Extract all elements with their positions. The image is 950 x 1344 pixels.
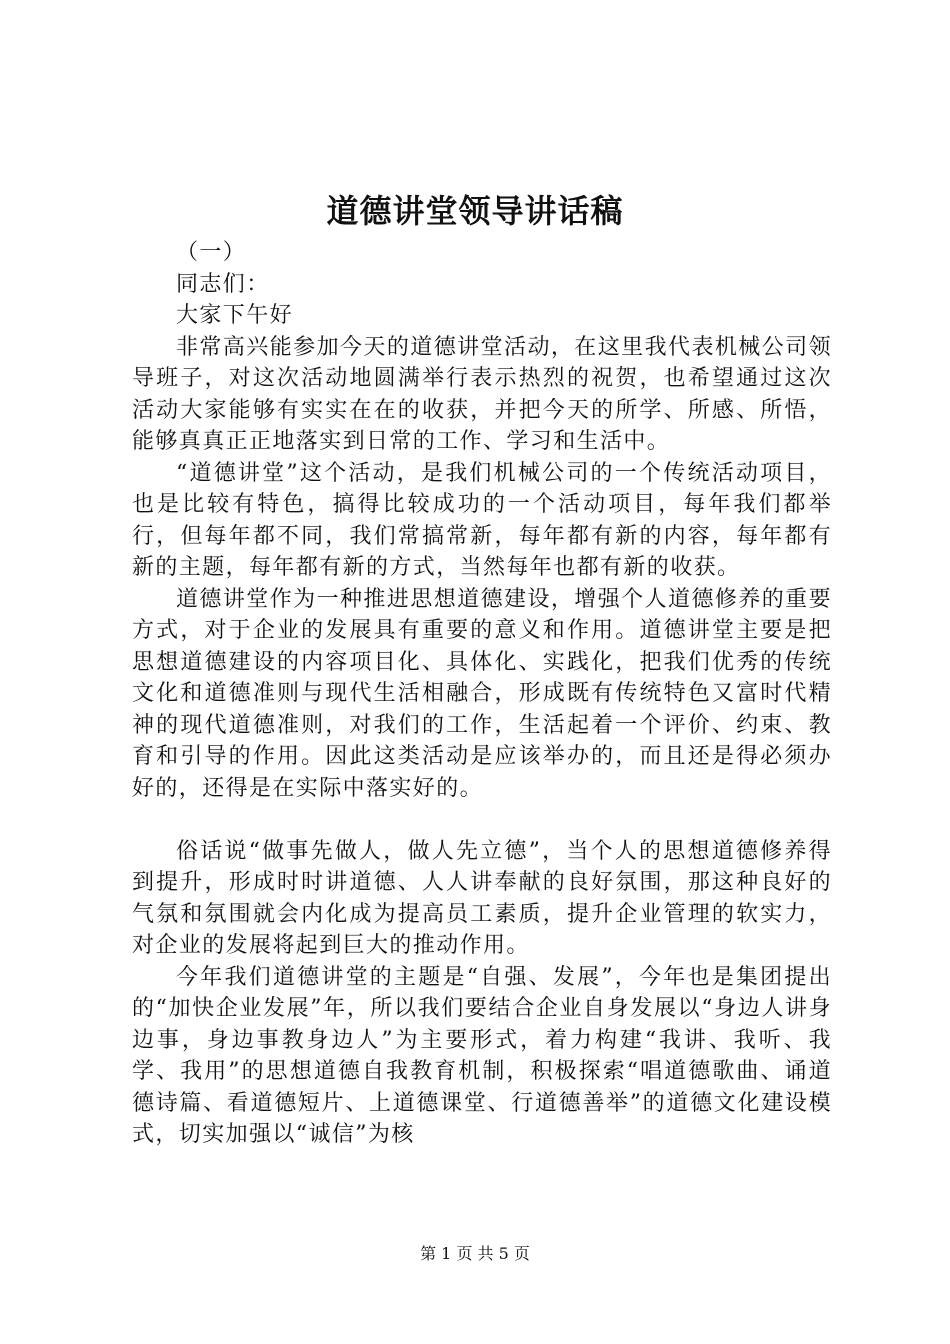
body-paragraph: “道德讲堂”这个活动，是我们机械公司的一个传统活动项目，也是比较有特色，搞得比较成功的一个活动项目，每年我们都举行，但每年都不同，我们常搞常新，每年都有新的内容，每年都有新的主题，每年都有新的方式，当然每年也都有新的收获。 bbox=[132, 460, 832, 580]
page-number: 第 1 页 共 5 页 bbox=[420, 1244, 530, 1263]
body-paragraph: 今年我们道德讲堂的主题是“自强、发展”，今年也是集团提出的“加快企业发展”年，所以我们要结合企业自身发展以“身边人讲身边事，身边事教身边人”为主要形式，着力构建“我讲、我听、我学、我用”的思想道德自我教育机制，积极探索“唱道德歌曲、诵道德诗篇、看道德短片、上道德课堂、行道德善举”的道德文化建设模式，切实加强以“诚信”为核 bbox=[132, 964, 832, 1147]
section-marker: （一） bbox=[176, 240, 247, 265]
salutation: 同志们： bbox=[176, 271, 270, 297]
document-title: 道德讲堂领导讲话稿 bbox=[326, 192, 624, 230]
body-paragraph: 非常高兴能参加今天的道德讲堂活动，在这里我代表机械公司领导班子，对这次活动地圆满举行表示热烈的祝贺，也希望通过这次活动大家能够有实实在在的收获，并把今天的所学、所感、所悟，能够真真正正地落实到日常的工作、学习和生活中。 bbox=[132, 334, 832, 454]
body-paragraph: 俗话说“做事先做人，做人先立德”，当个人的思想道德修养得到提升，形成时时讲道德、人人讲奉献的良好氛围，那这种良好的气氛和氛围就会内化成为提高员工素质，提升企业管理的软实力，对企业的发展将起到巨大的推动作用。 bbox=[132, 838, 832, 958]
greeting: 大家下午好 bbox=[176, 303, 294, 328]
body-paragraph: 道德讲堂作为一种推进思想道德建设，增强个人道德修养的重要方式，对于企业的发展具有重要的意义和作用。道德讲堂主要是把思想道德建设的内容项目化、具体化、实践化，把我们优秀的传统文化和道德准则与现代生活相融合，形成既有传统特色又富时代精神的现代道德准则，对我们的工作，生活起着一个评价、约束、教育和引导的作用。因此这类活动是应该举办的，而且还是得必须办好的，还得是在实际中落实好的。 bbox=[132, 586, 832, 801]
document-body bbox=[132, 237, 832, 1151]
